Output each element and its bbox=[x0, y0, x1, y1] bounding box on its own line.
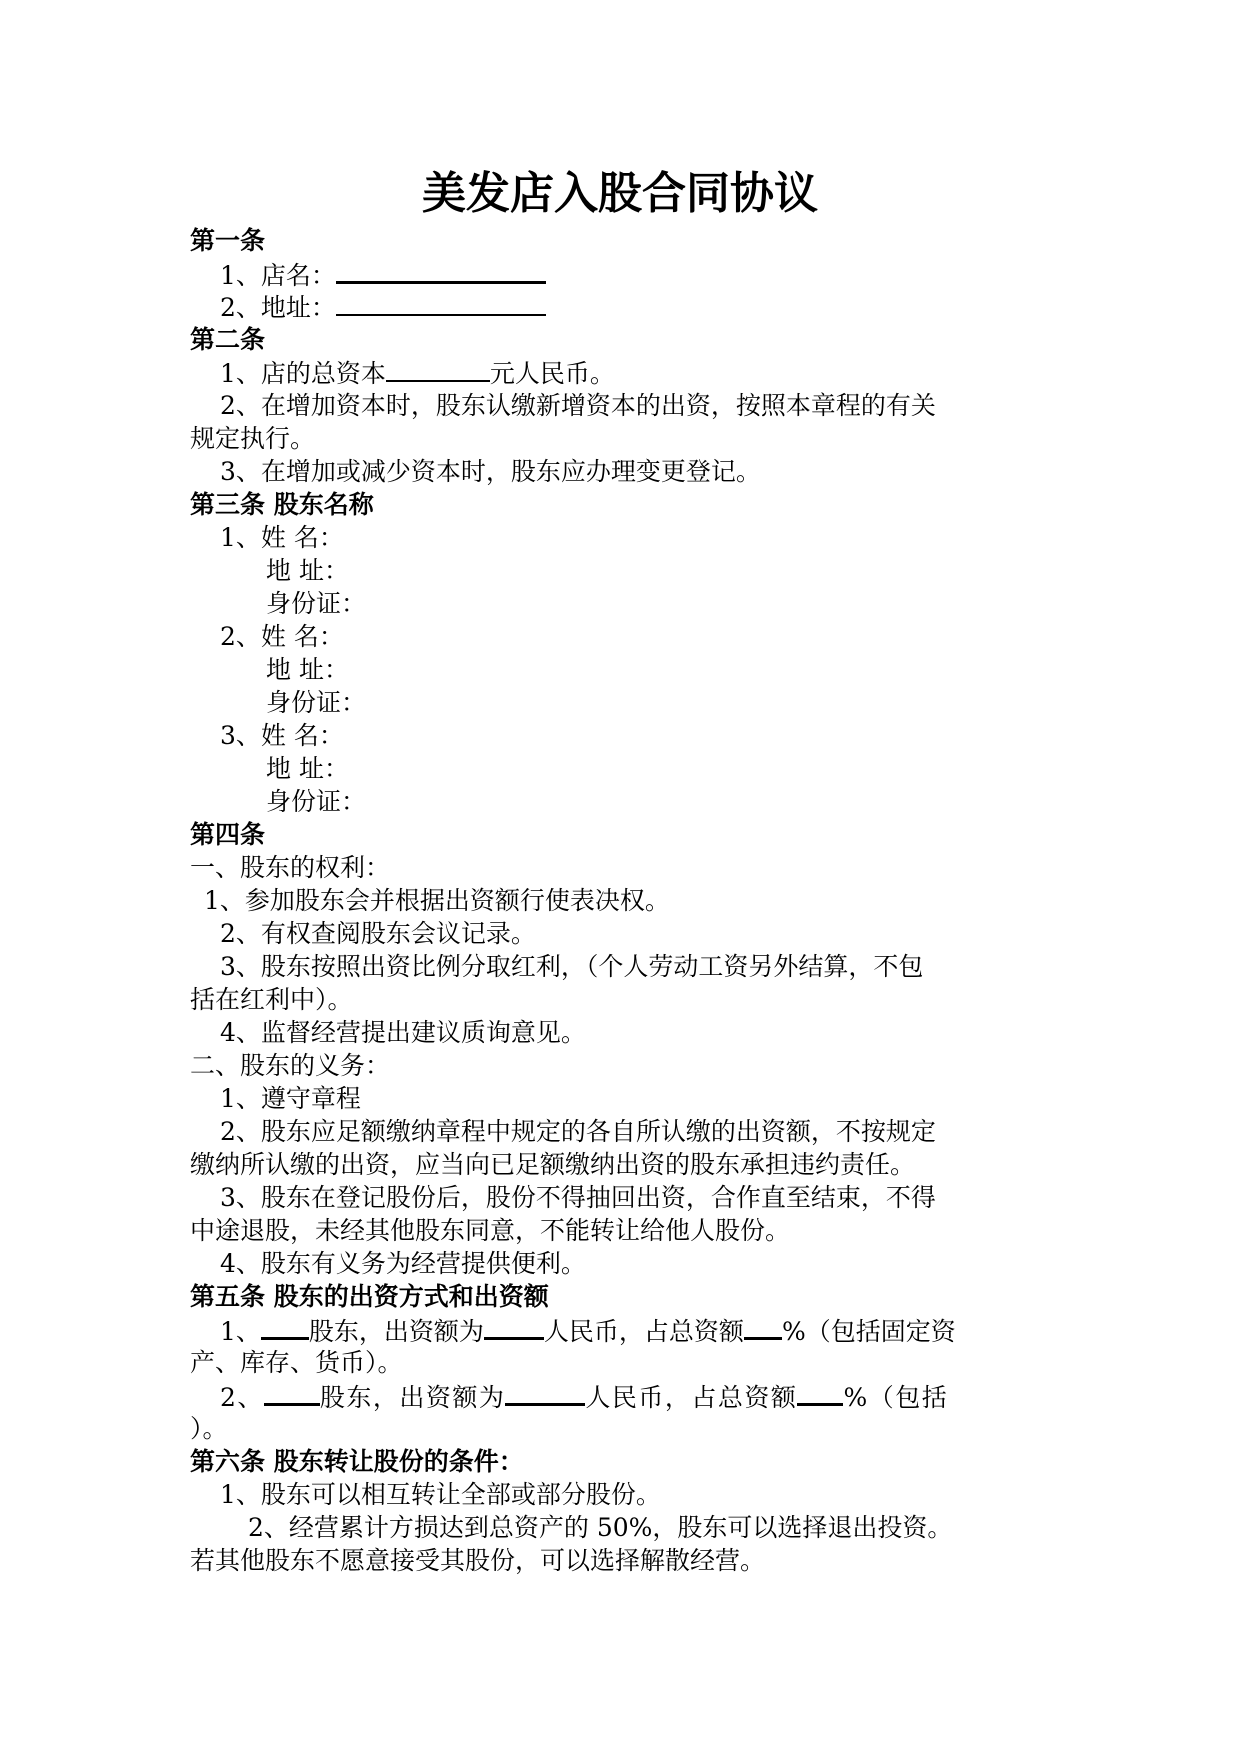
clause-text: 缴纳所认缴的出资，应当向已足额缴纳出资的股东承担违约责任。 bbox=[190, 1150, 916, 1179]
shop-address-blank bbox=[336, 290, 546, 316]
clause-text: 1、股东可以相互转让全部或部分股份。 bbox=[220, 1480, 661, 1509]
clause-text: 3、股东在登记股份后，股份不得抽回出资，合作直至结束，不得 bbox=[220, 1183, 936, 1212]
capital-text-end: 元人民币。 bbox=[489, 359, 615, 388]
article-5-heading: 第五条 股东的出资方式和出资额 bbox=[190, 1282, 549, 1311]
shareholder-id-line: 身份证： bbox=[266, 688, 367, 717]
clause-text: 若其他股东不愿意接受其股份，可以选择解散经营。 bbox=[190, 1546, 766, 1575]
shareholder-id-line: 身份证： bbox=[266, 589, 367, 618]
clause-text: 中途退股，未经其他股东同意，不能转让给他人股份。 bbox=[190, 1216, 791, 1245]
shareholder-blank bbox=[264, 1379, 320, 1406]
contribution-text: %（包括 bbox=[843, 1383, 949, 1412]
article-2-heading: 第二条 bbox=[190, 325, 266, 354]
capital-text-start: 1、店的总资本 bbox=[220, 359, 386, 388]
shareholder-name-line: 1、姓 名： bbox=[220, 523, 344, 552]
document-title: 美发店入股合同协议 bbox=[422, 168, 818, 219]
clause-text: 产、库存、货币）。 bbox=[190, 1348, 403, 1377]
contribution-text: 股东，出资额为 bbox=[319, 1383, 506, 1412]
capital-blank bbox=[386, 356, 490, 382]
contribution-line-1 bbox=[190, 1313, 1050, 1346]
shareholder-address-line: 地 址： bbox=[266, 556, 349, 585]
shareholder-name-line: 3、姓 名： bbox=[220, 721, 344, 750]
clause-text: 2、股东应足额缴纳章程中规定的各自所认缴的出资额，不按规定 bbox=[220, 1117, 936, 1146]
clause-text: 2、经营累计方损达到总资产的 50%，股东可以选择退出投资。 bbox=[248, 1513, 953, 1542]
clause-text: 4、股东有义务为经营提供便利。 bbox=[220, 1249, 586, 1278]
clause-text: 3、在增加或减少资本时，股东应办理变更登记。 bbox=[220, 457, 761, 486]
shareholder-address-line: 地 址： bbox=[266, 754, 349, 783]
contribution-text: 人民币，占总资额 bbox=[543, 1317, 744, 1346]
shop-address-label: 2、地址： bbox=[220, 293, 336, 322]
clause-text: 4、监督经营提出建议质询意见。 bbox=[220, 1018, 586, 1047]
contribution-text: 人民币，占总资额 bbox=[585, 1383, 798, 1412]
amount-blank bbox=[484, 1313, 544, 1340]
shop-name-label: 1、店名： bbox=[220, 261, 336, 290]
contribution-line-2 bbox=[190, 1379, 1050, 1412]
article-3-heading: 第三条 股东名称 bbox=[190, 490, 374, 519]
article-4-heading: 第四条 bbox=[190, 820, 266, 849]
article-6-heading: 第六条 股东转让股份的条件： bbox=[190, 1447, 524, 1476]
clause-text: 1、参加股东会并根据出资额行使表决权。 bbox=[204, 886, 670, 915]
percent-blank bbox=[744, 1313, 782, 1340]
percent-blank bbox=[797, 1379, 843, 1406]
shareholder-blank bbox=[261, 1313, 309, 1340]
clause-text: 括在红利中）。 bbox=[190, 985, 353, 1014]
document-body bbox=[190, 224, 1050, 1577]
contribution-number: 2、 bbox=[220, 1383, 264, 1412]
article-1-heading: 第一条 bbox=[190, 226, 266, 255]
shop-name-line bbox=[190, 257, 1050, 290]
shareholder-address-line: 地 址： bbox=[266, 655, 349, 684]
clause-text: ）。 bbox=[190, 1414, 228, 1443]
shareholder-id-line: 身份证： bbox=[266, 787, 367, 816]
shop-address-line bbox=[190, 290, 1050, 323]
contribution-number: 1、 bbox=[220, 1317, 261, 1346]
rights-subheading: 一、股东的权利： bbox=[190, 853, 391, 882]
clause-text: 1、遵守章程 bbox=[220, 1084, 361, 1113]
contribution-text: 股东，出资额为 bbox=[308, 1317, 484, 1346]
clause-text: 2、在增加资本时，股东认缴新增资本的出资，按照本章程的有关 bbox=[220, 391, 936, 420]
duties-subheading: 二、股东的义务： bbox=[190, 1051, 391, 1080]
shop-name-blank bbox=[336, 257, 546, 284]
clause-text: 规定执行。 bbox=[190, 424, 316, 453]
contribution-text: %（包括固定资 bbox=[781, 1317, 956, 1346]
shareholder-name-line: 2、姓 名： bbox=[220, 622, 344, 651]
capital-line bbox=[190, 356, 1050, 389]
amount-blank bbox=[505, 1379, 585, 1406]
clause-text: 3、股东按照出资比例分取红利，（个人劳动工资另外结算，不包 bbox=[220, 952, 924, 981]
clause-text: 2、有权查阅股东会议记录。 bbox=[220, 919, 536, 948]
